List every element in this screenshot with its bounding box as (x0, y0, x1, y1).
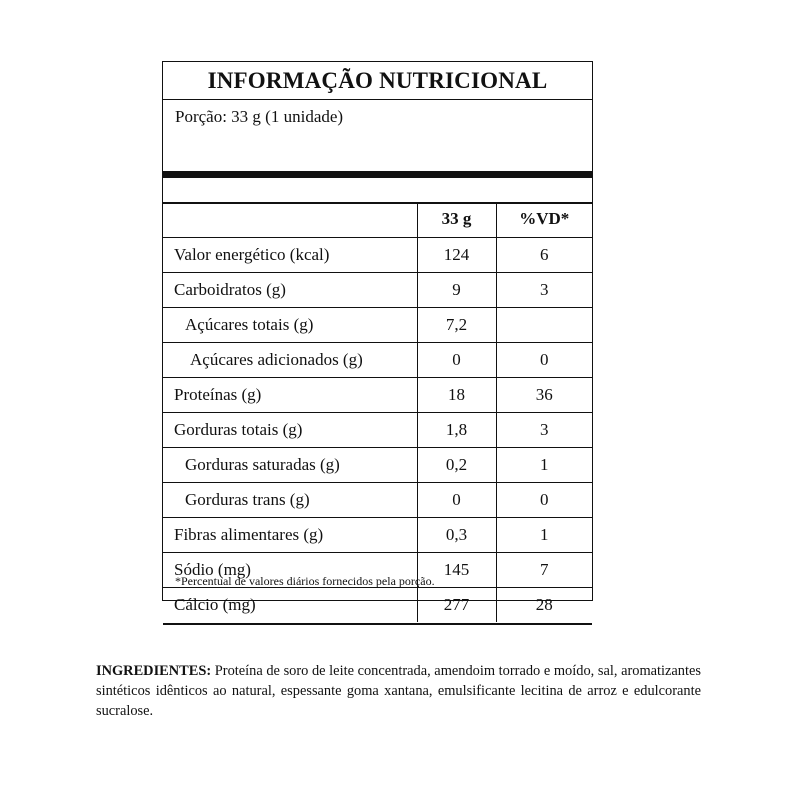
nutrient-label: Carboidratos (g) (163, 272, 417, 307)
nutrient-dv: 6 (496, 237, 592, 272)
nutrient-amount: 9 (417, 272, 496, 307)
nutrient-dv: 1 (496, 447, 592, 482)
ingredients-text: Proteína de soro de leite concentrada, amendoim torrado e moído, sal, aromatizantes sintéticos idênticos ao natural, espessante goma xantana, emulsificante lecitina de arroz e edulcorante sucralose. (96, 663, 701, 719)
nutrient-label: Sódio (mg) (163, 552, 417, 587)
nutrients-table (163, 202, 592, 622)
table-row (163, 482, 592, 517)
nutrient-dv: 28 (496, 587, 592, 622)
nutrient-dv: 0 (496, 482, 592, 517)
table-header-row (163, 202, 592, 237)
header-dv: %VD* (496, 202, 592, 237)
portion-section (163, 100, 592, 193)
nutrient-amount: 277 (417, 587, 496, 622)
ingredients-label: INGREDIENTES: (96, 663, 212, 679)
nutrient-amount: 0,3 (417, 517, 496, 552)
table-row (163, 377, 592, 412)
nutrient-label: Gorduras trans (g) (163, 482, 417, 517)
nutrient-amount: 0 (417, 482, 496, 517)
table-title: INFORMAÇÃO NUTRICIONAL (163, 62, 592, 100)
nutrient-amount: 145 (417, 552, 496, 587)
nutrient-dv: 3 (496, 272, 592, 307)
nutrient-label: Cálcio (mg) (163, 587, 417, 622)
nutrient-dv: 36 (496, 377, 592, 412)
nutrient-label: Proteínas (g) (163, 377, 417, 412)
nutrient-label: Valor energético (kcal) (163, 237, 417, 272)
nutrient-dv (496, 307, 592, 342)
ingredients-section (96, 661, 701, 721)
nutrient-label: Fibras alimentares (g) (163, 517, 417, 552)
nutrient-amount: 124 (417, 237, 496, 272)
nutrient-amount: 0,2 (417, 447, 496, 482)
nutrient-label: Açúcares adicionados (g) (163, 342, 417, 377)
nutrient-label: Açúcares totais (g) (163, 307, 417, 342)
nutrition-facts-table (162, 61, 593, 614)
nutrient-amount: 7,2 (417, 307, 496, 342)
table-row (163, 587, 592, 622)
table-row (163, 342, 592, 377)
nutrient-dv: 1 (496, 517, 592, 552)
thick-divider (163, 171, 592, 178)
portion-size: Porção: 33 g (1 unidade) (175, 107, 344, 126)
nutrient-dv: 0 (496, 342, 592, 377)
footnote-divider (163, 623, 592, 625)
nutrient-dv: 7 (496, 552, 592, 587)
header-amount: 33 g (417, 202, 496, 237)
nutrient-label: Gorduras saturadas (g) (163, 447, 417, 482)
nutrient-label: Gorduras totais (g) (163, 412, 417, 447)
nutrient-dv: 3 (496, 412, 592, 447)
table-row (163, 237, 592, 272)
nutrient-amount: 0 (417, 342, 496, 377)
table-row (163, 307, 592, 342)
table-row (163, 517, 592, 552)
nutrient-amount: 18 (417, 377, 496, 412)
table-row (163, 447, 592, 482)
header-label-cell (163, 202, 417, 237)
table-row (163, 272, 592, 307)
nutrient-amount: 1,8 (417, 412, 496, 447)
footnote: *Percentual de valores diários fornecidos pela porção. (175, 574, 435, 588)
table-row (163, 412, 592, 447)
